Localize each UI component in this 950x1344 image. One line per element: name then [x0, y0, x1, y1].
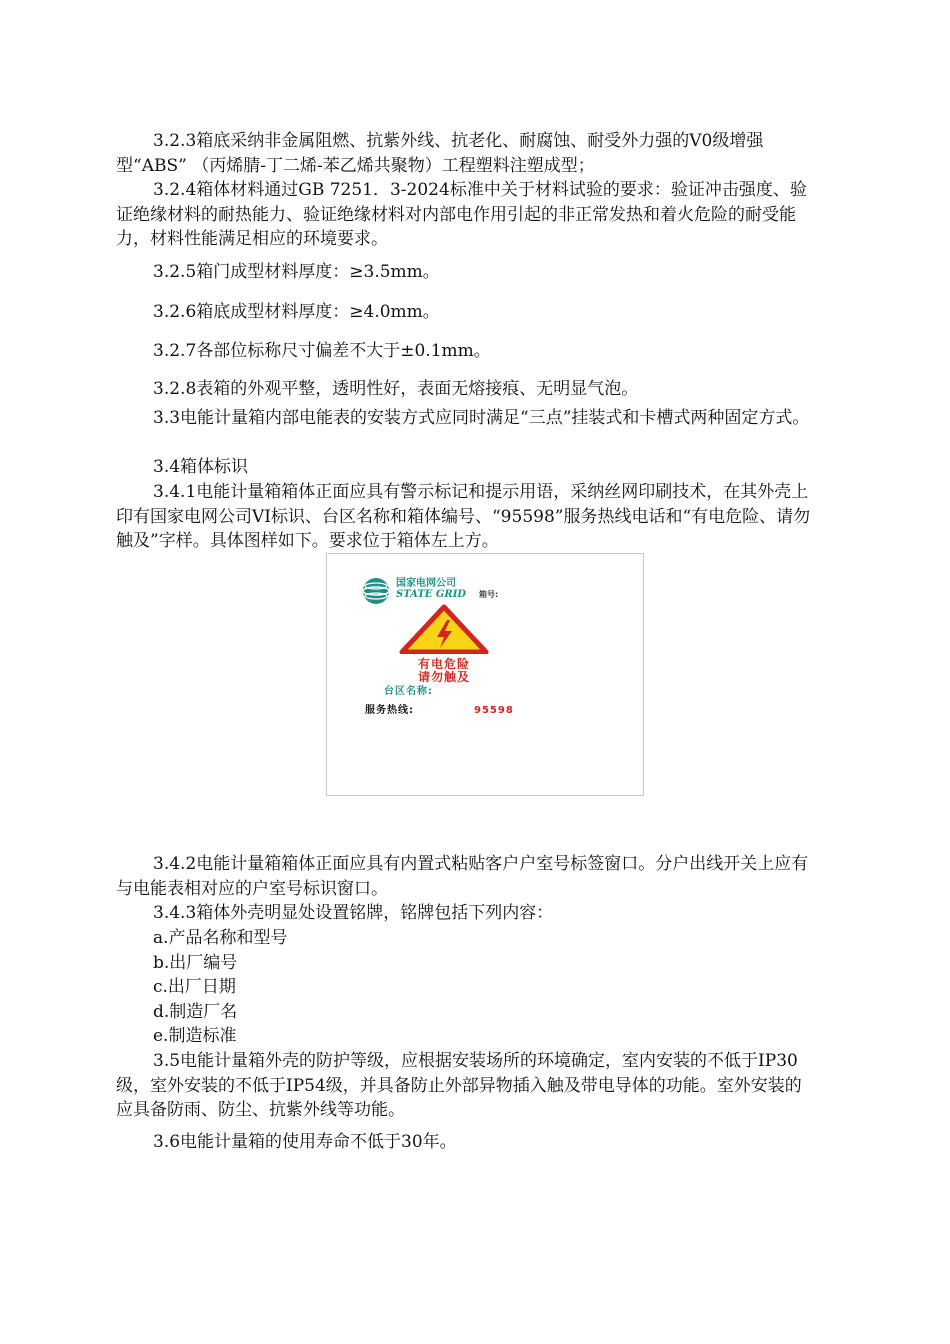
paragraph-3-3: 3.3电能计量箱内部电能表的安装方式应同时满足“三点”挂装式和卡槽式两种固定方式。	[153, 408, 810, 428]
service-hotline-number: 95598	[474, 705, 514, 716]
paragraph-3-2-5: 3.2.5箱门成型材料厚度：≥3.5mm。	[153, 262, 440, 282]
paragraph-3-2-3: 3.2.3箱底采纳非金属阻燃、抗紫外线、抗老化、耐腐蚀、耐受外力强的V0级增强型“ABS” （丙烯腈-丁二烯-苯乙烯共聚物）工程塑料注塑成型；	[116, 131, 764, 176]
district-name-label: 台区名称:	[384, 686, 433, 697]
paragraph-3-6: 3.6电能计量箱的使用寿命不低于30年。	[153, 1132, 457, 1152]
list-item-b: b.出厂编号	[153, 953, 238, 973]
paragraph-3-2-4: 3.2.4箱体材料通过GB 7251．3-2024标准中关于材料试验的要求：验证冲击强度、验证绝缘材料的耐热能力、验证绝缘材料对内部电作用引起的非正常发热和着火危险的耐受能力，材料性能满足相应的环境要求。	[116, 180, 807, 249]
service-hotline-label: 服务热线:	[365, 705, 414, 716]
paragraph-3-4-2: 3.4.2电能计量箱箱体正面应具有内置式粘贴客户户室号标签窗口。分户出线开关上应有与电能表相对应的户室号标识窗口。	[116, 854, 809, 899]
brand-name-cn: 国家电网公司	[396, 578, 456, 589]
list-item-d: d.制造厂名	[153, 1002, 238, 1022]
paragraph-3-4-3: 3.4.3箱体外壳明显处设置铭牌，铭牌包括下列内容：	[153, 903, 554, 923]
state-grid-logo-icon	[361, 576, 391, 606]
box-number-label: 箱号:	[479, 590, 499, 599]
paragraph-3-4-heading: 3.4箱体标识	[153, 457, 249, 477]
paragraph-3-4-1: 3.4.1电能计量箱箱体正面应具有警示标记和提示用语，采纳丝网印刷技术，在其外壳上印有国家电网公司VI标识、台区名称和箱体编号、“95598”服务热线电话和“有电危险、请勿触及”字样。具体图样如下。要求位于箱体左上方。	[116, 482, 811, 551]
warning-label-figure	[326, 553, 644, 796]
paragraph-3-2-7: 3.2.7各部位标称尺寸偏差不大于±0.1mm。	[153, 341, 491, 361]
brand-name-en: STATE GRID	[396, 589, 467, 600]
paragraph-3-2-6: 3.2.6箱底成型材料厚度：≥4.0mm。	[153, 302, 440, 322]
list-item-c: c.出厂日期	[153, 977, 236, 997]
high-voltage-warning-icon	[399, 604, 489, 654]
paragraph-3-5: 3.5电能计量箱外壳的防护等级，应根据安装场所的环境确定，室内安装的不低于IP30级，室外安装的不低于IP54级，并具备防止外部异物插入触及带电导体的功能。室外安装的应具备防雨、防尘、抗紫外线等功能。	[116, 1051, 802, 1120]
warning-text-line1: 有电危险	[417, 657, 470, 671]
warning-text-line2: 请勿触及	[417, 670, 470, 684]
paragraph-3-2-8: 3.2.8表箱的外观平整，透明性好，表面无熔接痕、无明显气泡。	[153, 379, 639, 399]
list-item-e: e.制造标准	[153, 1026, 237, 1046]
list-item-a: a.产品名称和型号	[153, 928, 288, 948]
